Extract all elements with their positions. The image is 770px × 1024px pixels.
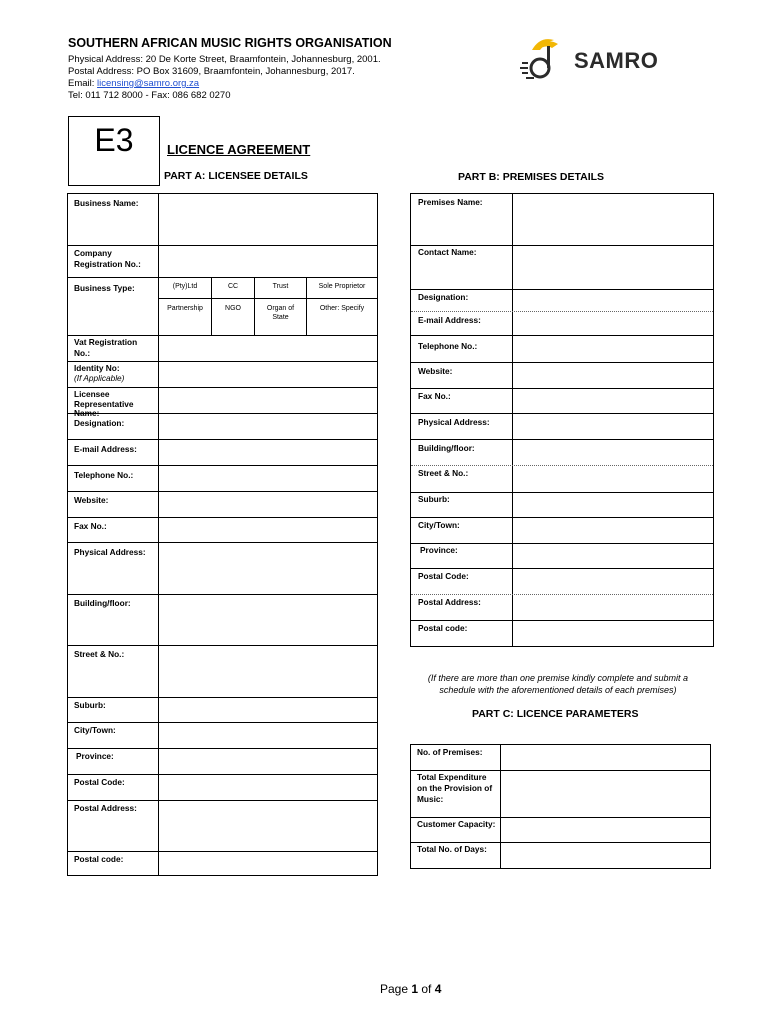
physical-address-label-a: Physical Address: [74, 547, 146, 557]
premises-name-label: Premises Name: [418, 197, 483, 207]
building-field-b[interactable] [513, 440, 713, 465]
form-code-box: E3 [68, 116, 160, 186]
city-label-b: City/Town: [418, 520, 460, 530]
province-label-a: Province: [76, 751, 114, 761]
province-field-a[interactable] [159, 749, 377, 774]
email-line [68, 78, 199, 90]
postal-code-field-a[interactable] [159, 775, 377, 800]
telephone-label-a: Telephone No.: [74, 470, 134, 480]
page-prefix: Page [380, 982, 412, 996]
page-total: 4 [434, 982, 442, 996]
capacity-field[interactable] [501, 818, 710, 842]
rep-label-2: Representative [74, 399, 134, 409]
email-field-b[interactable] [513, 312, 713, 335]
expenditure-label-1: Total Expenditure [417, 772, 487, 782]
type-organ-line-2: State [272, 314, 289, 321]
designation-field-b[interactable] [513, 290, 713, 311]
premises-count-label: No. of Premises: [417, 747, 483, 757]
part-b-table [410, 193, 714, 647]
fax-field-b[interactable] [513, 389, 713, 413]
page-number: 1 [411, 982, 419, 996]
city-field-b[interactable] [513, 518, 713, 543]
street-label-b: Street & No.: [418, 468, 469, 478]
type-sole[interactable]: Sole Proprietor [318, 283, 366, 290]
email-label: Email: [68, 78, 98, 89]
days-label: Total No. of Days: [417, 844, 487, 854]
fax-label-b: Fax No.: [418, 391, 451, 401]
premises-count-field[interactable] [501, 745, 710, 770]
street-field-b[interactable] [513, 466, 713, 492]
telephone-field-b[interactable] [513, 336, 713, 362]
telephone-field-a[interactable] [159, 466, 377, 491]
building-label-b: Building/floor: [418, 443, 475, 453]
part-c-table [410, 744, 711, 869]
business-name-field[interactable] [159, 194, 377, 245]
part-a-heading: PART A: LICENSEE DETAILS [164, 170, 308, 182]
expenditure-field[interactable] [501, 771, 710, 817]
designation-label: Designation: [74, 418, 125, 428]
suburb-field-a[interactable] [159, 698, 377, 722]
contact-name-label: Contact Name: [418, 247, 477, 257]
part-c-heading: PART C: LICENCE PARAMETERS [472, 708, 639, 720]
postal-code-field-b[interactable] [513, 569, 713, 594]
business-name-label: Business Name: [74, 198, 139, 208]
type-cc[interactable]: CC [227, 283, 239, 290]
website-field-b[interactable] [513, 363, 713, 388]
physical-address: Physical Address: 20 De Korte Street, Braamfontein, Johannesburg, 2001. [68, 54, 381, 65]
type-pty[interactable]: (Pty)Ltd [172, 283, 198, 290]
postal-address-label-a: Postal Address: [74, 803, 137, 813]
telephone-label-b: Telephone No.: [418, 341, 478, 351]
rep-label-1: Licensee [74, 389, 110, 399]
type-organ-of-state[interactable] [255, 304, 306, 322]
days-field[interactable] [501, 843, 710, 868]
province-field-b[interactable] [513, 544, 713, 568]
type-partnership[interactable]: Partnership [167, 305, 203, 312]
email-field-a[interactable] [159, 440, 377, 465]
fax-label-a: Fax No.: [74, 521, 107, 531]
part-a-table [67, 193, 378, 876]
email-link[interactable]: licensing@samro.org.za [97, 78, 200, 89]
form-title: LICENCE AGREEMENT [167, 142, 311, 157]
tel-fax: Tel: 011 712 8000 - Fax: 086 682 0270 [68, 90, 231, 101]
postal-address-field-b[interactable] [513, 595, 713, 620]
postal-address-field-a[interactable] [159, 801, 377, 851]
building-label-a: Building/floor: [74, 598, 131, 608]
samro-logo [518, 36, 678, 86]
type-other[interactable]: Other: Specify [319, 305, 365, 312]
company-reg-label-1: Company [74, 248, 112, 258]
identity-note: (If Applicable) [74, 373, 125, 383]
multiple-premises-note: (If there are more than one premise kindly complete and submit a schedule with the aforementioned details of each premises) [427, 673, 689, 695]
postal-address: Postal Address: PO Box 31609, Braamfontein, Johannesburg, 2017. [68, 66, 355, 77]
suburb-label-a: Suburb: [74, 700, 106, 710]
business-type-label: Business Type: [74, 283, 135, 293]
postal-code2-label-b: Postal code: [418, 623, 468, 633]
premises-name-field[interactable] [513, 194, 713, 245]
identity-label: Identity No: [74, 363, 120, 373]
postal-code-label-b: Postal Code: [418, 571, 469, 581]
vat-label-1: Vat Registration [74, 337, 138, 347]
postal-code2-field-a[interactable] [159, 852, 377, 875]
org-name: SOUTHERN AFRICAN MUSIC RIGHTS ORGANISATION [68, 36, 392, 50]
physical-address-field-b[interactable] [513, 414, 713, 439]
expenditure-label-3: Music: [417, 794, 444, 804]
page-of: of [418, 982, 435, 996]
expenditure-label-2: on the Provision of [417, 783, 493, 793]
province-label-b: Province: [420, 545, 458, 555]
postal-code-label-a: Postal Code: [74, 777, 125, 787]
street-label-a: Street & No.: [74, 649, 125, 659]
identity-field[interactable] [159, 362, 377, 387]
capacity-label: Customer Capacity: [417, 819, 496, 829]
contact-name-field[interactable] [513, 246, 713, 289]
suburb-field-b[interactable] [513, 493, 713, 517]
designation-field[interactable] [159, 414, 377, 439]
vat-field[interactable] [159, 336, 377, 361]
city-label-a: City/Town: [74, 725, 116, 735]
company-reg-field[interactable] [159, 246, 377, 277]
street-field-a[interactable] [159, 646, 377, 697]
designation-label-b: Designation: [418, 292, 469, 302]
building-field-a[interactable] [159, 595, 377, 645]
website-label-a: Website: [74, 495, 109, 505]
fax-field-a[interactable] [159, 518, 377, 542]
vat-label-2: No.: [74, 348, 91, 358]
website-field-a[interactable] [159, 492, 377, 517]
physical-address-field-a[interactable] [159, 543, 377, 594]
type-organ-line-1: Organ of [266, 305, 295, 312]
email-label-b: E-mail Address: [418, 315, 481, 325]
website-label-b: Website: [418, 366, 453, 376]
part-b-heading: PART B: PREMISES DETAILS [458, 171, 605, 183]
suburb-label-b: Suburb: [418, 494, 450, 504]
type-ngo[interactable]: NGO [225, 305, 241, 312]
postal-code2-field-b[interactable] [513, 621, 713, 646]
city-field-a[interactable] [159, 723, 377, 748]
email-label-a: E-mail Address: [74, 444, 137, 454]
rep-label-3: Name: [74, 408, 100, 418]
physical-address-label-b: Physical Address: [418, 417, 490, 427]
company-reg-label-2: Registration No.: [74, 259, 141, 269]
logo-text: SAMRO [574, 48, 659, 73]
postal-address-label-b: Postal Address: [418, 597, 481, 607]
rep-name-field[interactable] [159, 388, 377, 413]
page-indicator [380, 982, 441, 996]
postal-code2-label-a: Postal code: [74, 854, 124, 864]
type-trust[interactable]: Trust [272, 283, 289, 290]
